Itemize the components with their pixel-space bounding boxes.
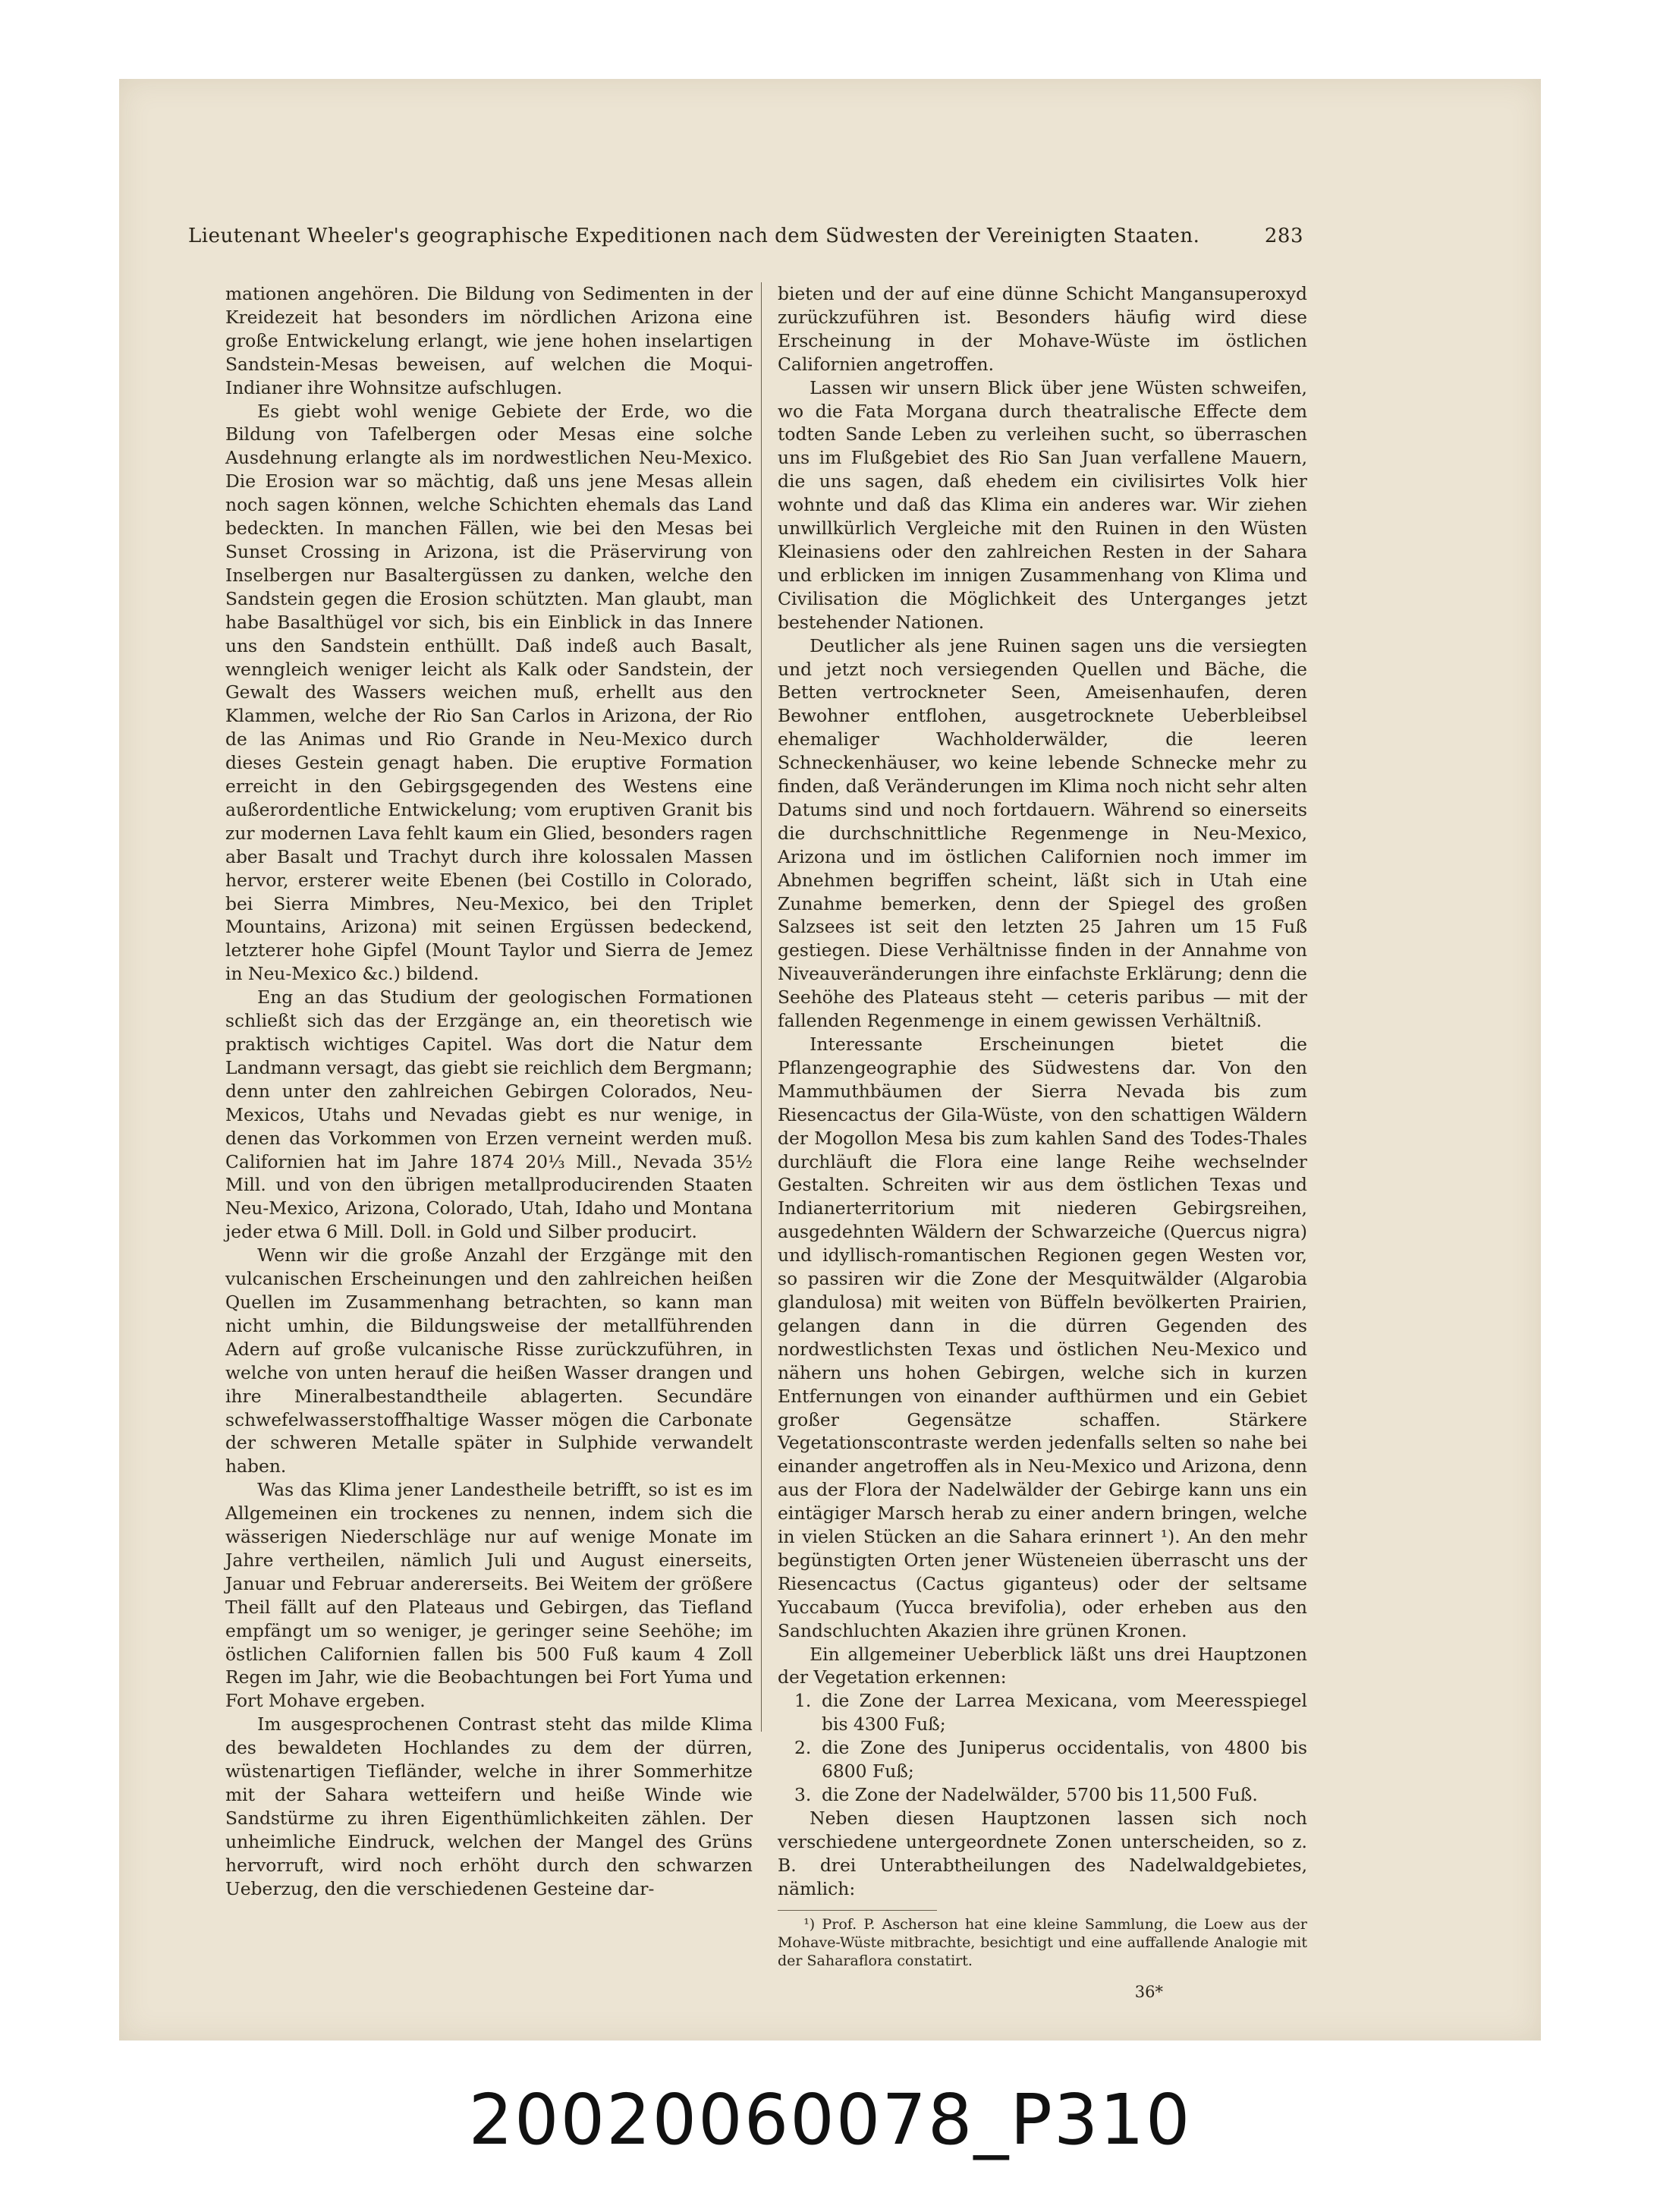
right-column [778, 282, 1307, 2003]
running-header [188, 225, 1303, 247]
paragraph: Deutlicher als jene Ruinen sagen uns die versiegten und jetzt noch versiegenden Quellen und Bäche, die Betten vertrockneter Seen, Ameisenhaufen, deren Bewohner entflohen, ausgetrocknete Ueberbleibsel ehemaliger Wachholderwälder, die leeren Schneckenhäuser, wo keine lebende Schnecke mehr zu finden, daß Veränderungen im Klima noch nicht sehr alten Datums sind und noch fortdauern. Während so einerseits die durchschnittliche Regenmenge in Neu-Mexico, Arizona und im östlichen Californien noch immer im Abnehmen begriffen scheint, läßt sich in Utah eine Zunahme bemerken, denn der Spiegel des großen Salzsees ist seit den letzten 25 Jahren um 15 Fuß gestiegen. Diese Verhältnisse finden in der Annahme von Niveauveränderungen ihre einfachste Erklärung; denn die Seehöhe des Plateaus steht — ceteris paribus — mit der fallenden Regenmenge in einem gewissen Verhältniß. [778, 634, 1307, 1032]
paragraph: Interessante Erscheinungen bietet die Pflanzengeographie des Südwestens dar. Von den Mammuthbäumen der Sierra Nevada bis zum Riesencactus der Gila-Wüste, von den schattigen Wäldern der Mogollon Mesa bis zum kahlen Sand des Todes-Thales durchläuft die Flora eine lange Reihe wechselnder Gestalten. Schreiten wir aus dem östlichen Texas und Indianerterritorium mit niederen Gebirgsreihen, ausgedehnten Wäldern der Schwarzeiche (Quercus nigra) und idyllisch-romantischen Regionen gegen Westen vor, so passiren wir die Zone der Mesquitwälder (Algarobia glandulosa) mit weiten von Büffeln bevölkerten Prairien, gelangen dann in die dürren Gegenden des nordwestlichsten Texas und östlichen Neu-Mexico und nähern uns hohen Gebirgen, welche sich in kurzen Entfernungen von einander aufthürmen und ein Gebiet großer Gegensätze schaffen. Stärkere Vegetationscontraste werden jedenfalls selten so nahe bei einander angetroffen als in Neu-Mexico und Arizona, denn aus der Flora der Nadelwälder der Gebirge kann uns ein eintägiger Marsch herab zu einer andern bringen, welche in vielen Stücken an die Sahara erinnert ¹). An den mehr begünstigten Orten jener Wüsteneien überrascht uns der Riesencactus (Cactus giganteus) oder der seltsame Yuccabaum (Yucca brevifolia), oder erheben aus den Sandschluchten Akazien ihre grünen Kronen. [778, 1034, 1307, 1641]
paragraph: Lassen wir unsern Blick über jene Wüsten schweifen, wo die Fata Morgana durch theatralische Effecte dem todten Sande Leben zu verleihen sucht, so überraschen uns im Flußgebiet des Rio San Juan verfallene Mauern, die uns sagen, daß ehedem ein civilisirtes Volk hier wohnte und daß das Klima ein anderes war. Wir ziehen unwillkürlich Vergleiche mit den Ruinen in den Wüsten Kleinasiens oder den zahlreichen Resten in der Sahara und erblicken im innigen Zusammenhang von Klima und Civilisation die Möglichkeit des Unterganges jetzt bestehender Nationen. [778, 376, 1307, 633]
page-number: 283 [1264, 225, 1303, 247]
list-item [778, 1689, 1307, 1736]
running-head-title: Lieutenant Wheeler's geographische Expeditionen nach dem Südwesten der Vereinigten Staaten. [188, 225, 1200, 247]
column-divider [761, 282, 762, 1732]
list-text: die Zone der Nadelwälder, 5700 bis 11,500 Fuß. [822, 1784, 1258, 1805]
list-text: die Zone des Juniperus occidentalis, von 4800 bis 6800 Fuß; [822, 1737, 1307, 1783]
list-text: die Zone der Larrea Mexicana, vom Meeresspiegel bis 4300 Fuß; [822, 1690, 1307, 1735]
paragraph: Eng an das Studium der geologischen Formationen schließt sich das der Erzgänge an, ein theoretisch wie praktisch wichtiges Capitel. Was dort die Natur dem Landmann versagt, das giebt sie reichlich dem Bergmann; denn unter den zahlreichen Gebirgen Colorados, Neu-Mexicos, Utahs und Nevadas giebt es nur wenige, in denen das Vorkommen von Erzen verneint werden muß. Californien hat im Jahre 1874 20⅓ Mill., Nevada 35½ Mill. und von den übrigen metallproducirenden Staaten Neu-Mexico, Arizona, Colorado, Utah, Idaho und Montana jeder etwa 6 Mill. Doll. in Gold und Silber producirt. [225, 986, 753, 1243]
paragraph: bieten und der auf eine dünne Schicht Mangansuperoxyd zurückzuführen ist. Besonders häufig wird diese Erscheinung in der Mohave-Wüste im östlichen Californien angetroffen. [778, 283, 1307, 375]
paragraph: Was das Klima jener Landestheile betrifft, so ist es im Allgemeinen ein trockenes zu nennen, indem sich die wässerigen Niederschläge nur auf wenige Monate im Jahre vertheilen, nämlich Juli und August einerseits, Januar und Februar andererseits. Bei Weitem der größere Theil fällt auf den Plateaus und Gebirgen, das Tiefland empfängt um so weniger, je geringer seine Seehöhe; im östlichen Californien fallen bis 500 Fuß kaum 4 Zoll Regen im Jahr, wie die Beobachtungen bei Fort Yuma und Fort Mohave ergeben. [225, 1479, 753, 1712]
paragraph: mationen angehören. Die Bildung von Sedimenten in der Kreidezeit hat besonders im nördlichen Arizona eine große Entwickelung erlangt, wie jene hohen inselartigen Sandstein-Mesas beweisen, auf welchen die Moqui-Indianer ihre Wohnsitze aufschlugen. [225, 283, 753, 398]
left-column [225, 282, 753, 1901]
signature-mark: 36* [1134, 1982, 1163, 2001]
image-caption: 20020060078_P310 [468, 2079, 1192, 2160]
list-item [778, 1736, 1307, 1783]
list-item [778, 1783, 1307, 1807]
list-number: 1. [794, 1690, 812, 1712]
vegetation-zones-list [778, 1689, 1307, 1807]
paragraph: Im ausgesprochenen Contrast steht das milde Klima des bewaldeten Hochlandes zu dem der dürren, wüstenartigen Tiefländer, welche in ihrer Sommerhitze mit der Sahara wetteifern und heiße Winde wie Sandstürme zu ihren Eigenthümlichkeiten zählen. Der unheimliche Eindruck, welchen der Mangel des Grüns hervorruft, wird noch erhöht durch den schwarzen Ueberzug, den die verschiedenen Gesteine dar- [225, 1713, 753, 1899]
paragraph: Ein allgemeiner Ueberblick läßt uns drei Hauptzonen der Vegetation erkennen: [778, 1643, 1307, 1688]
paragraph: Es giebt wohl wenige Gebiete der Erde, wo die Bildung von Tafelbergen oder Mesas eine solche Ausdehnung erlangte als im nordwestlichen Neu-Mexico. Die Erosion war so mächtig, daß uns jene Mesas allein noch sagen können, welche Schichten ehemals das Land bedeckten. In manchen Fällen, wie bei den Mesas bei Sunset Crossing in Arizona, ist die Präservirung von Inselbergen nur Basaltergüssen zu danken, welche den Sandstein gegen die Erosion schützten. Man glaubt, man habe Basalthügel vor sich, bis ein Einblick in das Innere uns den Sandstein enthüllt. Daß indeß auch Basalt, wenngleich weniger leicht als Kalk oder Sandstein, der Gewalt des Wassers weichen muß, erhellt aus den Klammen, welche der Rio San Carlos in Arizona, der Rio de las Animas und Rio Grande in Neu-Mexico durch dieses Gestein genagt haben. Die eruptive Formation erreicht in den Gebirgsgegenden des Westens eine außerordentliche Entwickelung; vom eruptiven Granit bis zur modernen Lava fehlt kaum ein Glied, besonders ragen aber Basalt und Trachyt durch ihre kolossalen Massen hervor, ersterer weite Ebenen (bei Costillo in Colorado, bei Sierra Mimbres, Neu-Mexico, bei den Triplet Mountains, Arizona) mit seinen Ergüssen bedeckend, letzterer hohe Gipfel (Mount Taylor und Sierra de Jemez in Neu-Mexico &c.) bildend. [225, 400, 753, 985]
paragraph: Wenn wir die große Anzahl der Erzgänge mit den vulcanischen Erscheinungen und den zahlreichen heißen Quellen im Zusammenhang betrachten, so kann man nicht umhin, die Bildungsweise der metallführenden Adern auf große vulcanische Risse zurückzuführen, in welche von unten herauf die heißen Wasser drangen und ihre Mineralbestandtheile ablagerten. Secundäre schwefelwasserstoffhaltige Wasser mögen die Carbonate der schweren Metalle später in Sulphide verwandelt haben. [225, 1244, 753, 1477]
list-number: 3. [794, 1784, 812, 1805]
footnote-rule [778, 1910, 937, 1911]
footnote: ¹) Prof. P. Ascherson hat eine kleine Sammlung, die Loew aus der Mohave-Wüste mitbrachte, besichtigt und eine auffallende Analogie mit der Saharaflora constatirt. [778, 1915, 1307, 1969]
paragraph: Neben diesen Hauptzonen lassen sich noch verschiedene untergeordnete Zonen unterscheiden, so z. B. drei Unterabtheilungen des Nadelwaldgebietes, nämlich: [778, 1807, 1307, 1899]
list-number: 2. [794, 1737, 812, 1759]
